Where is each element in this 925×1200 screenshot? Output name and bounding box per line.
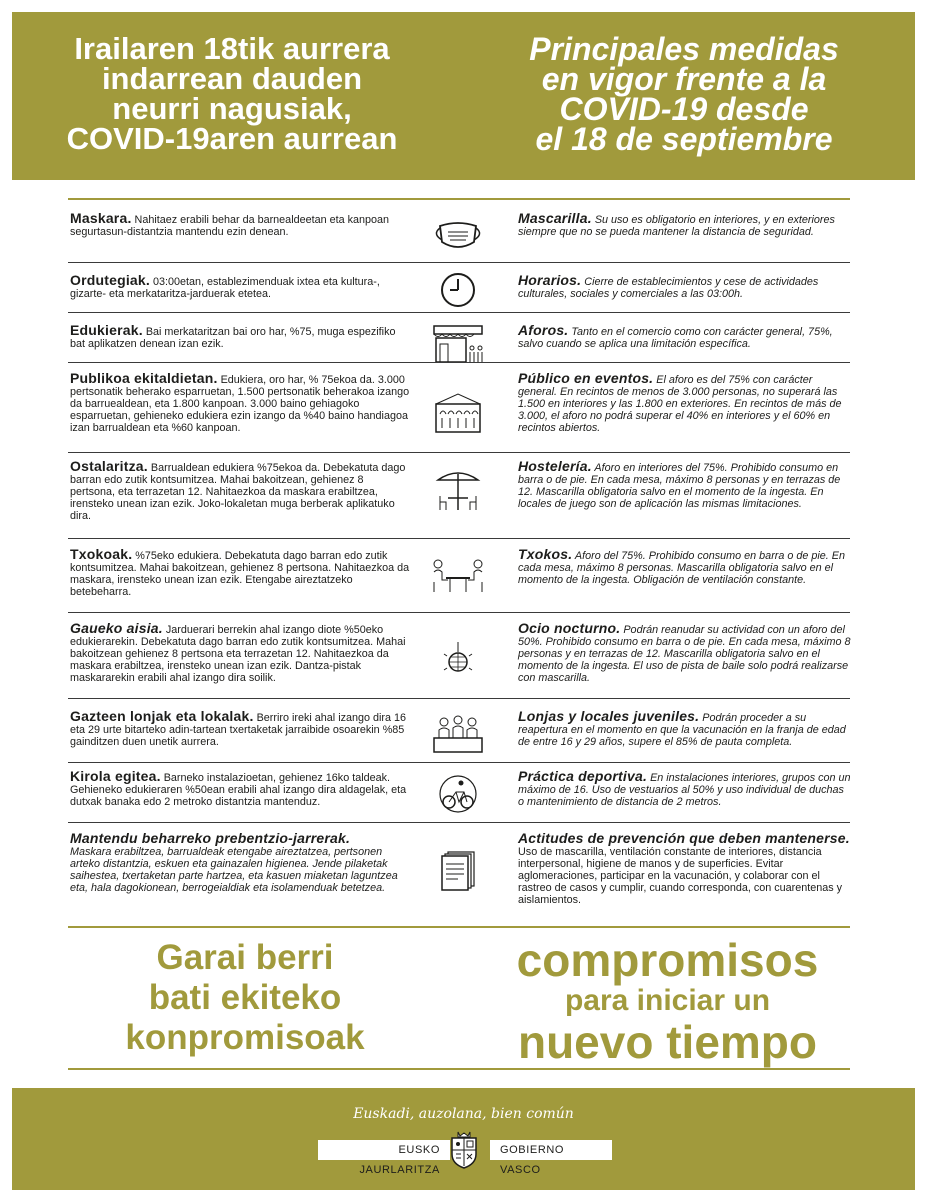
clock-icon (428, 268, 488, 312)
title-eu-line: COVID-19aren aurrean (66, 121, 398, 156)
title-eu-line: neurri nagusiak, (112, 91, 352, 126)
slogan-es-line: para iniciar un (564, 984, 771, 1017)
table-people-icon (428, 552, 488, 596)
measure-eu-text: %75eko edukiera. Debekatuta dago barran edo zutik kontsumitzea. Mahai bakoitzean, gehienez 8 pertsona. Nahitaezkoa da maskara, irensteko unean izan ezik. Etengabe aireztatzeko betebeharra. (70, 550, 410, 598)
measure-es-text: Aforo del 75%. Prohibido consumo en barra o de pie. En cada mesa, máximo 8 personas. Mascarilla obligatoria salvo en el momento de la ingesta. Obligación de ventilación constante. (518, 550, 846, 586)
slogan-es-line: nuevo tiempo (517, 1016, 818, 1068)
measure-eu-title: Gaueko aisia. (70, 620, 163, 636)
slogan-eu-line: konpromisoak (125, 1018, 365, 1057)
measure-eu-title: Ordutegiak. (70, 272, 150, 288)
measure-es (518, 832, 852, 906)
measure-es-text: En instalaciones interiores, grupos con un máximo de 16. Uso de vestuarios al 50% y uso individual de duchas o mantenimiento de distancia de 2 metros. (518, 772, 851, 808)
measure-es (518, 324, 852, 350)
measure-eu-text: Maskara erabiltzea, barrualdeak etengabe aireztatzea, pertsonen arteko distantzia, eskuen eta gainazalen higienea. Jende pilaketak saihestea, txertaketan parte hartzea, eta kasuen miaketan laguntzea eta, hala dagokionean, berrogeialdiak eta isolamenduak betetzea. (70, 846, 398, 894)
youth-lounge-icon (428, 712, 488, 756)
mask-icon (428, 212, 488, 256)
row-separator (68, 312, 850, 313)
gov-name-es: GOBIERNO VASCO (490, 1140, 612, 1160)
measure-eu-title: Txokoak. (70, 546, 133, 562)
measure-eu-title: Publikoa ekitaldietan. (70, 370, 218, 386)
measure-es (518, 212, 852, 238)
measure-eu-text: Edukiera, oro har, % 75ekoa da. 3.000 pertsonatik beherako esparruetan, 1.500 pertsonatik beherakoa izango da barruealdean, eta 1.800 kanpoan. 3.000 baino gehiagoko esparruetan, gehieneko edukiera ezin izango da %40 baino handiagoa izan barrualdean eta %60 kanpoan. (70, 374, 410, 434)
slogan-eu-line: bati ekiteko (148, 978, 342, 1017)
header-banner (12, 12, 915, 180)
measure-es-title: Público en eventos. (518, 370, 654, 386)
measure-eu-text: Berriro ireki ahal izango dira 16 eta 29 urte bitarteko adin-tartean txertaketak jarraibide osoarekin %85 gainditzen duen unetik aurrera. (70, 712, 407, 748)
measure-eu-title: Edukierak. (70, 322, 143, 338)
documents-icon (428, 848, 488, 892)
measure-eu-title: Mantendu beharreko prebentzio-jarrerak. (70, 830, 351, 846)
title-es-line: en vigor frente a la (541, 61, 827, 97)
measure-eu (70, 460, 410, 522)
header-title-eu (22, 31, 442, 156)
measure-eu-text: Barrualdean edukiera %75ekoa da. Debekatuta dago barran edo zutik kontsumitzea. Mahai bakoitzean, gehienez 8 pertsona, eta terrazetan 12. Nahitaezkoa da maskara erabiltzea, irensteko unean izan ezik. Joko-lokaletan muga berberak aplikatuko dira. (70, 462, 406, 522)
disco-ball-icon (428, 640, 488, 684)
slogan-eu-line: Garai berri (156, 938, 334, 977)
measure-eu (70, 710, 410, 748)
measure-eu (70, 622, 410, 684)
title-es-line: COVID-19 desde (559, 91, 809, 127)
measure-es (518, 548, 852, 586)
measure-es-text: Uso de mascarilla, ventilación constante de interiores, distancia interpersonal, higiene de manos y de superficies. Evitar aglomeraciones, participar en la vacunación, y colaborar con el rastreo de casos y cumplir, cuando corresponda, con cuarentenas y aislamientos. (518, 846, 843, 906)
measure-eu (70, 832, 410, 894)
terrace-icon (428, 468, 488, 512)
measure-es-title: Aforos. (518, 322, 569, 338)
measure-es-title: Mascarilla. (518, 210, 592, 226)
measure-es-text: Aforo en interiores del 75%. Prohibido consumo en barra o de pie. En cada mesa, máximo 8 personas y en terrazas de 12. Mascarilla obligatoria salvo en el momento de la ingesta. En locales de juego son de aplicación las mismas limitaciones. (518, 462, 841, 510)
row-separator (68, 538, 850, 539)
shop-icon (428, 322, 488, 366)
row-separator (68, 612, 850, 613)
title-eu-line: indarrean dauden (101, 61, 363, 96)
measure-es-title: Práctica deportiva. (518, 768, 648, 784)
row-separator (68, 698, 850, 699)
measure-es-title: Hostelería. (518, 458, 592, 474)
measure-eu-text: Bai merkataritzan bai oro har, %75, muga espezifiko bat aplikatzen denean izan ezik. (70, 326, 396, 350)
title-es-line: el 18 de septiembre (535, 121, 833, 157)
row-separator (68, 262, 850, 263)
measure-es-title: Ocio nocturno. (518, 620, 621, 636)
measure-es-title: Lonjas y locales juveniles. (518, 708, 700, 724)
coat-of-arms-icon (448, 1130, 480, 1170)
measure-eu-text: Barneko instalazioetan, gehienez 16ko taldeak. Gehieneko edukieraren %50ean erabili ahal izango dira aldagelak, eta dutxak banaka edo 2 metroko distantzia mantenduz. (70, 772, 407, 808)
top-divider (68, 198, 850, 200)
measure-es (518, 460, 852, 510)
bottom-divider (68, 926, 850, 928)
measure-es-text: Su uso es obligatorio en interiores, y en exteriores siempre que no se pueda mantener la distancia de seguridad. (518, 214, 835, 238)
measure-eu-title: Ostalaritza. (70, 458, 148, 474)
measure-es-title: Txokos. (518, 546, 573, 562)
measure-eu (70, 324, 410, 350)
measure-es-title: Horarios. (518, 272, 582, 288)
slogan-es (480, 935, 855, 1067)
measure-eu-text: 03:00etan, establezimenduak ixtea eta kultura-, gizarte- eta merkataritza-jarduerak etetea. (70, 276, 380, 300)
slogan-es-line: compromisos (516, 934, 819, 986)
measure-es (518, 622, 852, 684)
measure-eu (70, 274, 410, 300)
row-separator (68, 362, 850, 363)
measure-es (518, 372, 852, 434)
measure-eu (70, 548, 410, 598)
measure-eu (70, 770, 410, 808)
measure-eu-text: Nahitaez erabili behar da barnealdeetan eta kanpoan segurtasun-distantzia mantendu ezin denean. (70, 214, 390, 238)
measure-eu-title: Gazteen lonjak eta lokalak. (70, 708, 254, 724)
footer-banner (12, 1088, 915, 1190)
measure-es (518, 274, 852, 300)
measure-eu-title: Kirola egitea. (70, 768, 161, 784)
title-eu-line: Irailaren 18tik aurrera (74, 31, 390, 66)
title-es-line: Principales medidas (529, 31, 839, 67)
slogan-eu (70, 938, 420, 1058)
slogan-divider (68, 1068, 850, 1070)
measure-es-text: El aforo es del 75% con carácter general. En recintos de menos de 3.000 personas, no superará las 1.500 en interiores y las 1.800 en exteriores. En recintos de más de 3.000, el aforo no podrá superar el 40% en interiores y el 60% en recintos abiertos. (518, 374, 842, 434)
measure-eu-text: Jarduerari berrekin ahal izango diote %50eko edukierarekin. Debekatuta dago barran edo zutik kontsumitzea. Mahai bakoitzean gehienez 8 pertsona eta terrazetan 12. Nahitaezkoa da maskara erabiltzea, irensteko unean izan ezik. Dantza-pistak maskararekin erabili ahal izango dira soilik. (70, 624, 406, 684)
measure-es-text: Cierre de establecimientos y cese de actividades culturales, sociales y comerciales a las 03:00h. (518, 276, 819, 300)
theater-icon (428, 390, 488, 434)
row-separator (68, 762, 850, 763)
measure-eu-title: Maskara. (70, 210, 132, 226)
measure-eu (70, 212, 410, 238)
cyclist-icon (428, 772, 488, 816)
measure-es-title: Actitudes de prevención que deben mantenerse. (518, 830, 850, 846)
gov-name-eu: EUSKO JAURLARITZA (318, 1140, 450, 1160)
measure-es-text: Tanto en el comercio como con carácter general, 75%, salvo cuando se aplica una limitación específica. (518, 326, 833, 350)
header-title-es (474, 31, 894, 157)
measure-es-text: Podrán proceder a su reapertura en el momento en que la vacunación en la franja de edad de entre 16 y 29 años, supere el 85% de pauta completa. (518, 712, 846, 748)
measure-eu (70, 372, 410, 434)
footer-tagline: Euskadi, auzolana, bien común (353, 1106, 574, 1122)
row-separator (68, 452, 850, 453)
measure-es-text: Podrán reanudar su actividad con un aforo del 50%. Prohibido consumo en barra o de pie. En cada mesa, máximo 8 personas y en terrazas de 12. Mascarilla obligatoria salvo en el momento de la ingesta. El uso de pista de baile solo podrá realizarse con mascarilla. (518, 624, 851, 684)
row-separator (68, 822, 850, 823)
measure-es (518, 770, 852, 808)
measure-es (518, 710, 852, 748)
